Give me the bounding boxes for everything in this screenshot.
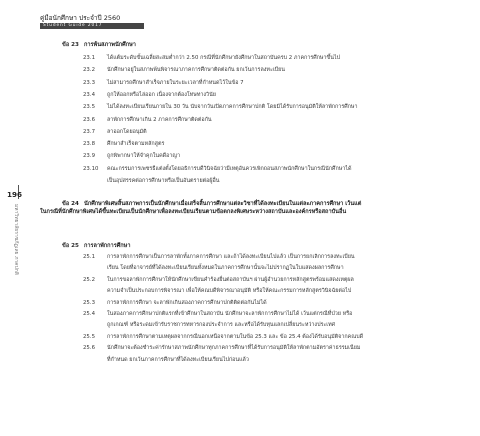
clause-title: การพ้นสภาพนักศึกษา <box>84 42 136 48</box>
item-text: ไม่ได้ลงทะเบียนเรียนภายใน 30 วัน นับจากวันเปิดภาคการศึกษาปกติ โดยมิได้รับการอนุมัติให้ลาพักการศึกษา <box>107 104 358 111</box>
item-number: 23.10 <box>83 165 99 172</box>
item-text: ในสองภาคการศึกษาปกติแรกที่เข้าศึกษาในสถาบัน นักศึกษาจะลาพักการศึกษาไม่ได้ เว้นแต่กรณีที่ป่วย หรือ <box>107 311 353 317</box>
item-text: การลาพักการศึกษาตามเหตุผลจากกรณีนอกเหนือจากตามในข้อ 25.3 และ ข้อ 25.4 ต้องได้รับอนุมัติจากคณบดี <box>107 333 364 340</box>
sidebar-vertical-text: มหาวิทยาลัยราชภัฏเลย ภาคปกติ <box>13 204 19 275</box>
item-text: ศึกษาสำเร็จตามหลักสูตร <box>107 141 165 148</box>
item-number: 25.4 <box>83 311 96 317</box>
page-header <box>40 14 144 29</box>
item-text: เรียน โดยที่อาจารย์ที่ได้ลงทะเบียนเรียนทั้งหมดในภาคการศึกษานั้นจะไม่ปรากฏในใบแสดงผลการศึกษา <box>107 265 344 272</box>
item-text: ถูกเกณฑ์ หรือระดมเข้ารับราชการทหารกองประจำการ และหรือได้รับทุนแลกเปลี่ยนระหว่างประเทศ <box>107 322 336 329</box>
item-text: ได้แต้มระดับขั้นเฉลี่ยสะสมต่ำกว่า 2.50 กรณีที่นักศึกษายังศึกษาในสถาบันครบ 2 ภาคการศึกษาขึ้นไป <box>107 55 341 61</box>
item-number: 23.8 <box>83 141 96 148</box>
clause-24-line-1: นักศึกษาพิเศษสิ้นสภาพการเป็นนักศึกษาเมื่อเสร็จสิ้นการศึกษาแต่ละวิชาที่ได้ลงทะเบียนในแต่ละภาคการศึกษา เว้นแต่ <box>84 201 362 207</box>
item-number: 23.9 <box>83 153 96 160</box>
item-number: 25.2 <box>83 276 96 283</box>
item-number: 25.1 <box>83 254 96 260</box>
header-band: Student Guide 2017 <box>40 23 144 29</box>
item-number: 25.3 <box>83 299 96 306</box>
item-number: 25.6 <box>83 345 96 352</box>
item-text: ไม่สามารถศึกษาสำเร็จภายในระยะเวลาที่กำหนดไว้ในข้อ 7 <box>107 79 244 86</box>
clause-number: ข้อ 23 <box>62 42 79 48</box>
item-text: การลาพักการศึกษา จะลาพักเกินสองภาคการศึกษาปกติติดต่อกันไม่ได้ <box>107 299 267 306</box>
item-number: 23.6 <box>83 116 96 123</box>
item-text: ที่กำหนด ยกเว้นภาคการศึกษาที่ได้ลงทะเบียนเรียนไปก่อนแล้ว <box>107 356 249 363</box>
item-number: 23.3 <box>83 79 96 86</box>
item-text: คณะกรรมการเพชรธีแต่งตั้งโดยอธิการบดีวินิจฉัยว่ามีเหตุอันควรเพิกถอนสภาพนักศึกษาในกรณีนักศึกษาได้ <box>107 165 352 172</box>
item-number: 23.5 <box>83 104 96 111</box>
clause-number: ข้อ 24 <box>62 201 79 207</box>
item-number: 23.2 <box>83 67 96 74</box>
item-text: ความจำเป็นประกอบการพิจารณา เพื่อให้คณบดีพิจารณาอนุมัติ หรือให้คณะกรรมการหลักสูตรวินิจฉัยต่อไป <box>107 288 352 295</box>
page-number: 196 <box>7 190 23 199</box>
clause-title: การลาพักการศึกษา <box>84 243 131 249</box>
item-text: นักศึกษาอยู่ในสภาพพ้นพิจารณาภาคการศึกษาติดต่อกัน ยกเว้นการลงทะเบียน <box>107 67 285 74</box>
item-text: เป็นอุปสรรคต่อการศึกษาหรือเป็นอันตรายต่อผู้อื่น <box>107 178 220 184</box>
item-text: ลาออกโดยอนุมัติ <box>107 128 147 135</box>
item-number: 25.5 <box>83 333 96 340</box>
item-number: 23.1 <box>83 55 96 61</box>
item-number: 23.7 <box>83 128 96 135</box>
clause-number: ข้อ 25 <box>62 243 79 249</box>
item-text: ในการขอลาพักการศึกษาให้นักศึกษาเขียนคำร้องยื่นต่อสถาบันฯ ผ่านผู้อำนวยการหลักสูตรพร้อมแสดงเหตุผล <box>107 276 354 283</box>
clause-24-line-2: ในกรณีที่นักศึกษาพิเศษได้ขึ้นทะเบียนเป็นนักศึกษาเพื่อลงทะเบียนเรียนตามข้อตกลงพิเศษระหว่างสถาบันและองค์กรหรือสถาบันอื่น <box>40 209 347 215</box>
item-text: ถูกให้ออกหรือไล่ออก เนื่องจากต้องโทษทางวินัย <box>107 91 216 98</box>
item-text: ลาพักการศึกษาเกิน 2 ภาคการศึกษาติดต่อกัน <box>107 116 212 123</box>
item-text: การลาพักการศึกษาเป็นการลาพักทั้งภาคการศึกษา และถ้าได้ลงทะเบียนไปแล้ว เป็นการยกเลิกการลงทะเบียน <box>107 254 355 260</box>
item-text: นักศึกษาจะต้องชำระค่ารักษาสภาพนักศึกษาทุกภาคการศึกษาที่ได้รับการอนุมัติให้ลาพักตามอัตราค่าธรรมเนียม <box>107 345 361 352</box>
item-text: ถูกพิพากษาให้จำคุกในคดีอาญา <box>107 153 181 160</box>
header-title: คู่มือนักศึกษา ประจำปี 2560 <box>40 14 121 22</box>
item-number: 23.4 <box>83 91 96 98</box>
